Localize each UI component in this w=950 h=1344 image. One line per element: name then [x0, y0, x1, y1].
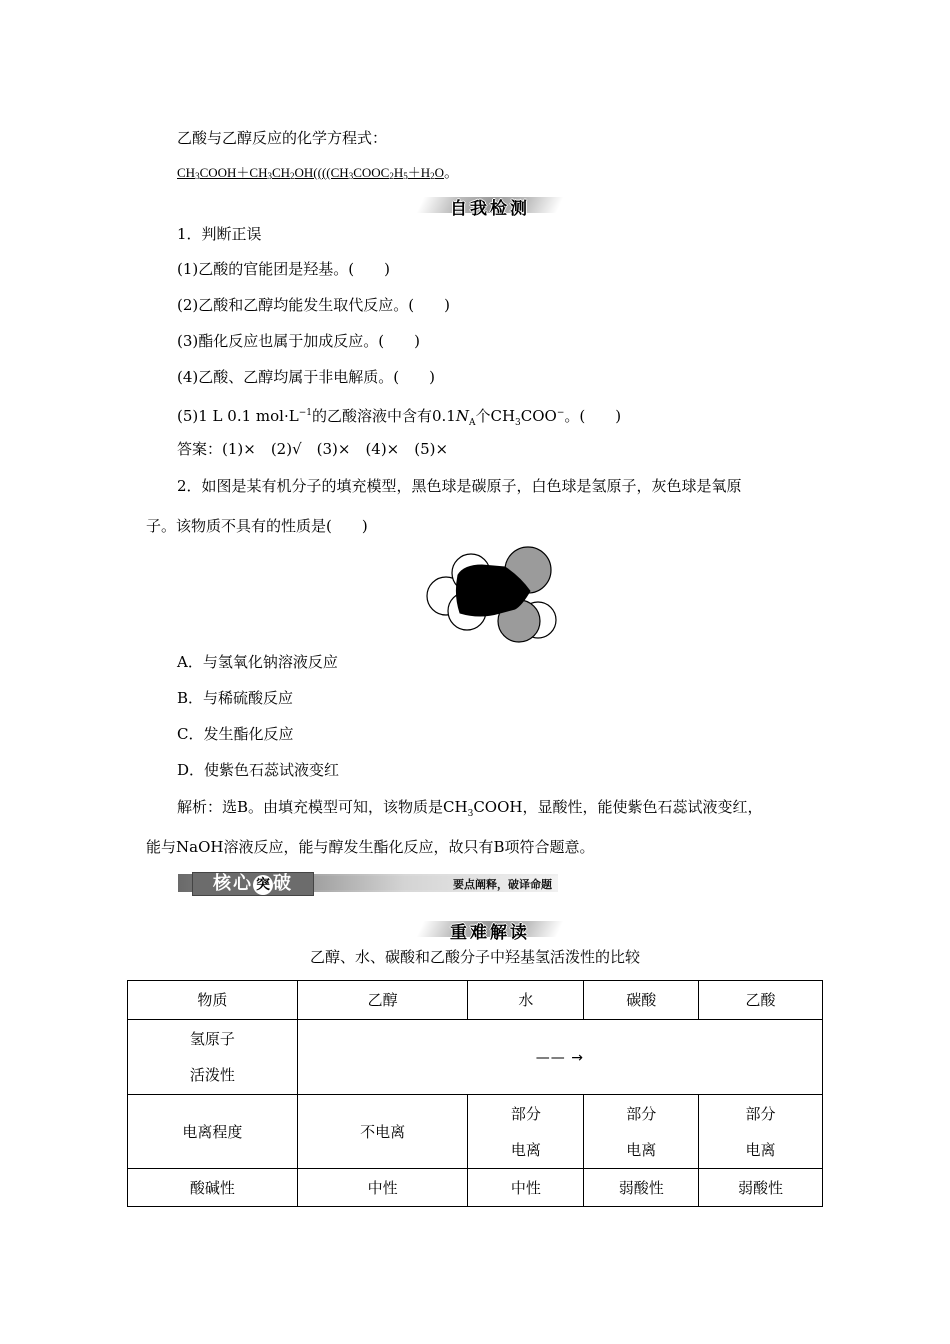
focus-title: 重难解读 — [450, 923, 530, 943]
comparison-table — [127, 980, 823, 1207]
row-label-activity: 氢原子 活泼性 — [128, 1020, 298, 1095]
table-row-ionization — [128, 1095, 823, 1169]
q2-option-a: A．与氢氧化钠溶液反应 — [177, 653, 338, 671]
table-row-activity — [128, 1020, 823, 1095]
q2-option-c: C．发生酯化反应 — [177, 725, 294, 743]
q1-item-4: (4)乙酸、乙醇均属于非电解质。( ) — [177, 368, 435, 386]
cell-acidity: 中性 — [468, 1169, 584, 1207]
q2-analysis-line1: 解析：选B。由填充模型可知，该物质是$CH_3COOH$，显酸性，能使紫色石蕊试液变红， — [177, 798, 763, 819]
cell-acidity: 中性 — [297, 1169, 468, 1207]
table-row-acidity — [128, 1169, 823, 1207]
intro-text: 乙酸与乙醇反应的化学方程式： — [177, 129, 388, 147]
cell-water-ionization: 部分 电离 — [468, 1095, 584, 1169]
core-breakthrough-banner — [178, 872, 558, 896]
q2-analysis-line2: 能与NaOH溶液反应，能与醇发生酯化反应，故只有B项符合题意。 — [146, 838, 595, 856]
q2-option-d: D．使紫色石蕊试液变红 — [177, 761, 340, 779]
header-cell: 乙酸 — [699, 981, 823, 1020]
core-breakthrough-subtitle: 要点阐释，破译命题 — [453, 878, 552, 891]
activity-arrow: —— → — [297, 1020, 822, 1095]
cell-carbonic-ionization: 部分 电离 — [584, 1095, 699, 1169]
cell-ethanol-ionization: 不电离 — [297, 1095, 468, 1169]
self-check-banner — [420, 194, 560, 218]
row-label-ionization: 电离程度 — [128, 1095, 298, 1169]
header-cell: 物质 — [128, 981, 298, 1020]
header-cell: 碳酸 — [584, 981, 699, 1020]
table-caption: 乙醇、水、碳酸和乙酸分子中羟基氢活泼性的比较 — [309, 948, 640, 966]
q1-item-3: (3)酯化反应也属于加成反应。( ) — [177, 332, 420, 350]
core-breakthrough-label: 核心 突 破 — [192, 872, 314, 896]
focus-banner — [420, 918, 560, 942]
q1-title: 1．判断正误 — [177, 225, 262, 243]
q2-stem-line2: 子。该物质不具有的性质是( ) — [146, 517, 368, 535]
row-label-acidity: 酸碱性 — [128, 1169, 298, 1207]
cell-acidity: 弱酸性 — [584, 1169, 699, 1207]
self-check-title: 自我检测 — [450, 199, 530, 219]
q1-item-5: (5)1 L 0.1 $mol\cdot L^{-1}$的乙酸溶液中含有$0.1N_A$个$CH_3COO^-$。( ) — [177, 407, 622, 428]
q2-option-b: B．与稀硫酸反应 — [177, 689, 294, 707]
q1-answer: 答案：(1)× (2)√ (3)× (4)× (5)× — [177, 440, 449, 458]
acetic-acid-model-figure — [420, 543, 565, 648]
esterification-equation: $CH_3COOH+CH_3CH_2OH((((CH_3COOC_2H_5+H_2O$。 — [177, 165, 459, 181]
table-header-row — [128, 981, 823, 1020]
cell-acidity: 弱酸性 — [699, 1169, 823, 1207]
header-cell: 水 — [468, 981, 584, 1020]
q1-item-2: (2)乙酸和乙醇均能发生取代反应。( ) — [177, 296, 450, 314]
q2-stem-line1: 2．如图是某有机分子的填充模型，黑色球是碳原子，白色球是氢原子，灰色球是氧原 — [177, 477, 742, 495]
q1-item-1: (1)乙酸的官能团是羟基。( ) — [177, 260, 390, 278]
header-cell: 乙醇 — [297, 981, 468, 1020]
cell-acetic-ionization: 部分 电离 — [699, 1095, 823, 1169]
